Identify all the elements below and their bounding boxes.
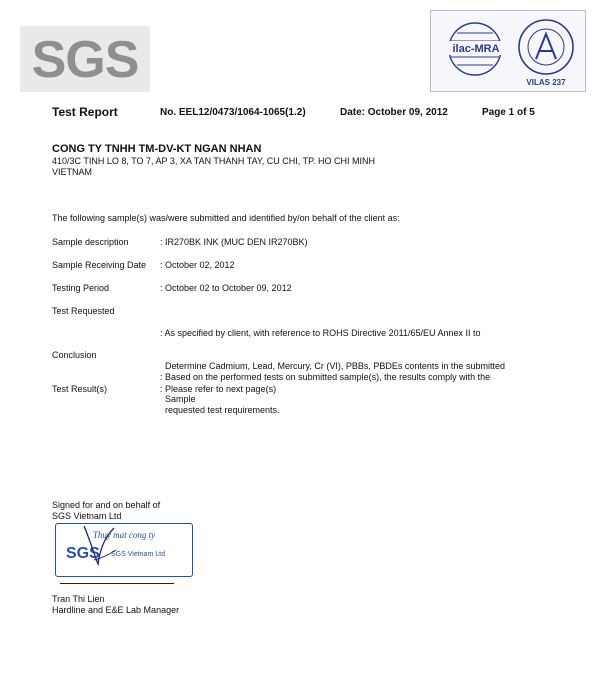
report-number: No. EEL12/0473/1064-1065(1.2)	[160, 107, 306, 118]
receiving-date-label: Sample Receiving Date	[52, 260, 147, 270]
client-address-country: VIETNAM	[52, 167, 93, 177]
accreditation-marks-icon	[431, 11, 585, 91]
signer-name: Tran Thi Lien	[52, 594, 105, 604]
signed-on-behalf-text: Signed for and on behalf of	[52, 500, 161, 510]
intro-text: The following sample(s) was/were submitted and identified by/on behalf of the client as:	[52, 213, 400, 223]
report-date: Date: October 09, 2012	[340, 107, 448, 118]
stamp-sub-text: SGS Vietnam Ltd	[111, 551, 165, 558]
conclusion-line2: requested test requirements.	[160, 405, 280, 415]
conclusion-label: Conclusion	[52, 350, 97, 360]
sgs-logo-text: SGS	[31, 31, 139, 89]
sgs-logo	[20, 26, 150, 92]
test-results-label: Test Result(s)	[52, 384, 108, 394]
accreditation-block	[430, 10, 586, 92]
signer-title: Hardline and E&E Lab Manager	[52, 605, 180, 615]
report-title: Test Report	[52, 105, 118, 119]
signed-company-text: SGS Vietnam Ltd	[52, 511, 122, 521]
client-company: CONG TY TNHH TM-DV-KT NGAN NHAN	[52, 143, 262, 155]
svg-text:ilac-MRA: ilac-MRA	[452, 43, 500, 55]
client-address-line1: 410/3C TINH LO 8, TO 7, AP 3, XA TAN THANH TAY, CU CHI, TP. HO CHI MINH	[52, 156, 375, 166]
sample-description-value: : IR270BK INK (MUC DEN IR270BK)	[160, 237, 308, 247]
handwritten-signature-icon	[80, 520, 120, 570]
svg-text:VILAS 237: VILAS 237	[526, 78, 566, 87]
test-requested-line2: Determine Cadmium, Lead, Mercury, Cr (VI), PBBs, PBDEs contents in the submitted	[160, 361, 505, 371]
conclusion-line1: : Based on the performed tests on submitted sample(s), the results comply with the	[160, 372, 491, 382]
sample-description-label: Sample description	[52, 237, 129, 247]
test-requested-label: Test Requested	[52, 306, 115, 316]
page-indicator: Page 1 of 5	[482, 107, 535, 118]
company-stamp	[55, 523, 193, 577]
testing-period-value: : October 02 to October 09, 2012	[160, 283, 292, 293]
stamp-top-text: Thuy mat cong ty	[92, 530, 156, 540]
stamp-sgs-logo: SGS	[66, 545, 100, 562]
test-requested-line3: Sample	[160, 394, 196, 404]
receiving-date-value: : October 02, 2012	[160, 260, 235, 270]
test-requested-line1: : As specified by client, with reference to ROHS Directive 2011/65/EU Annex II to	[160, 328, 481, 338]
test-results-value: : Please refer to next page(s)	[160, 384, 277, 394]
testing-period-label: Testing Period	[52, 283, 110, 293]
signature-line	[60, 583, 174, 584]
